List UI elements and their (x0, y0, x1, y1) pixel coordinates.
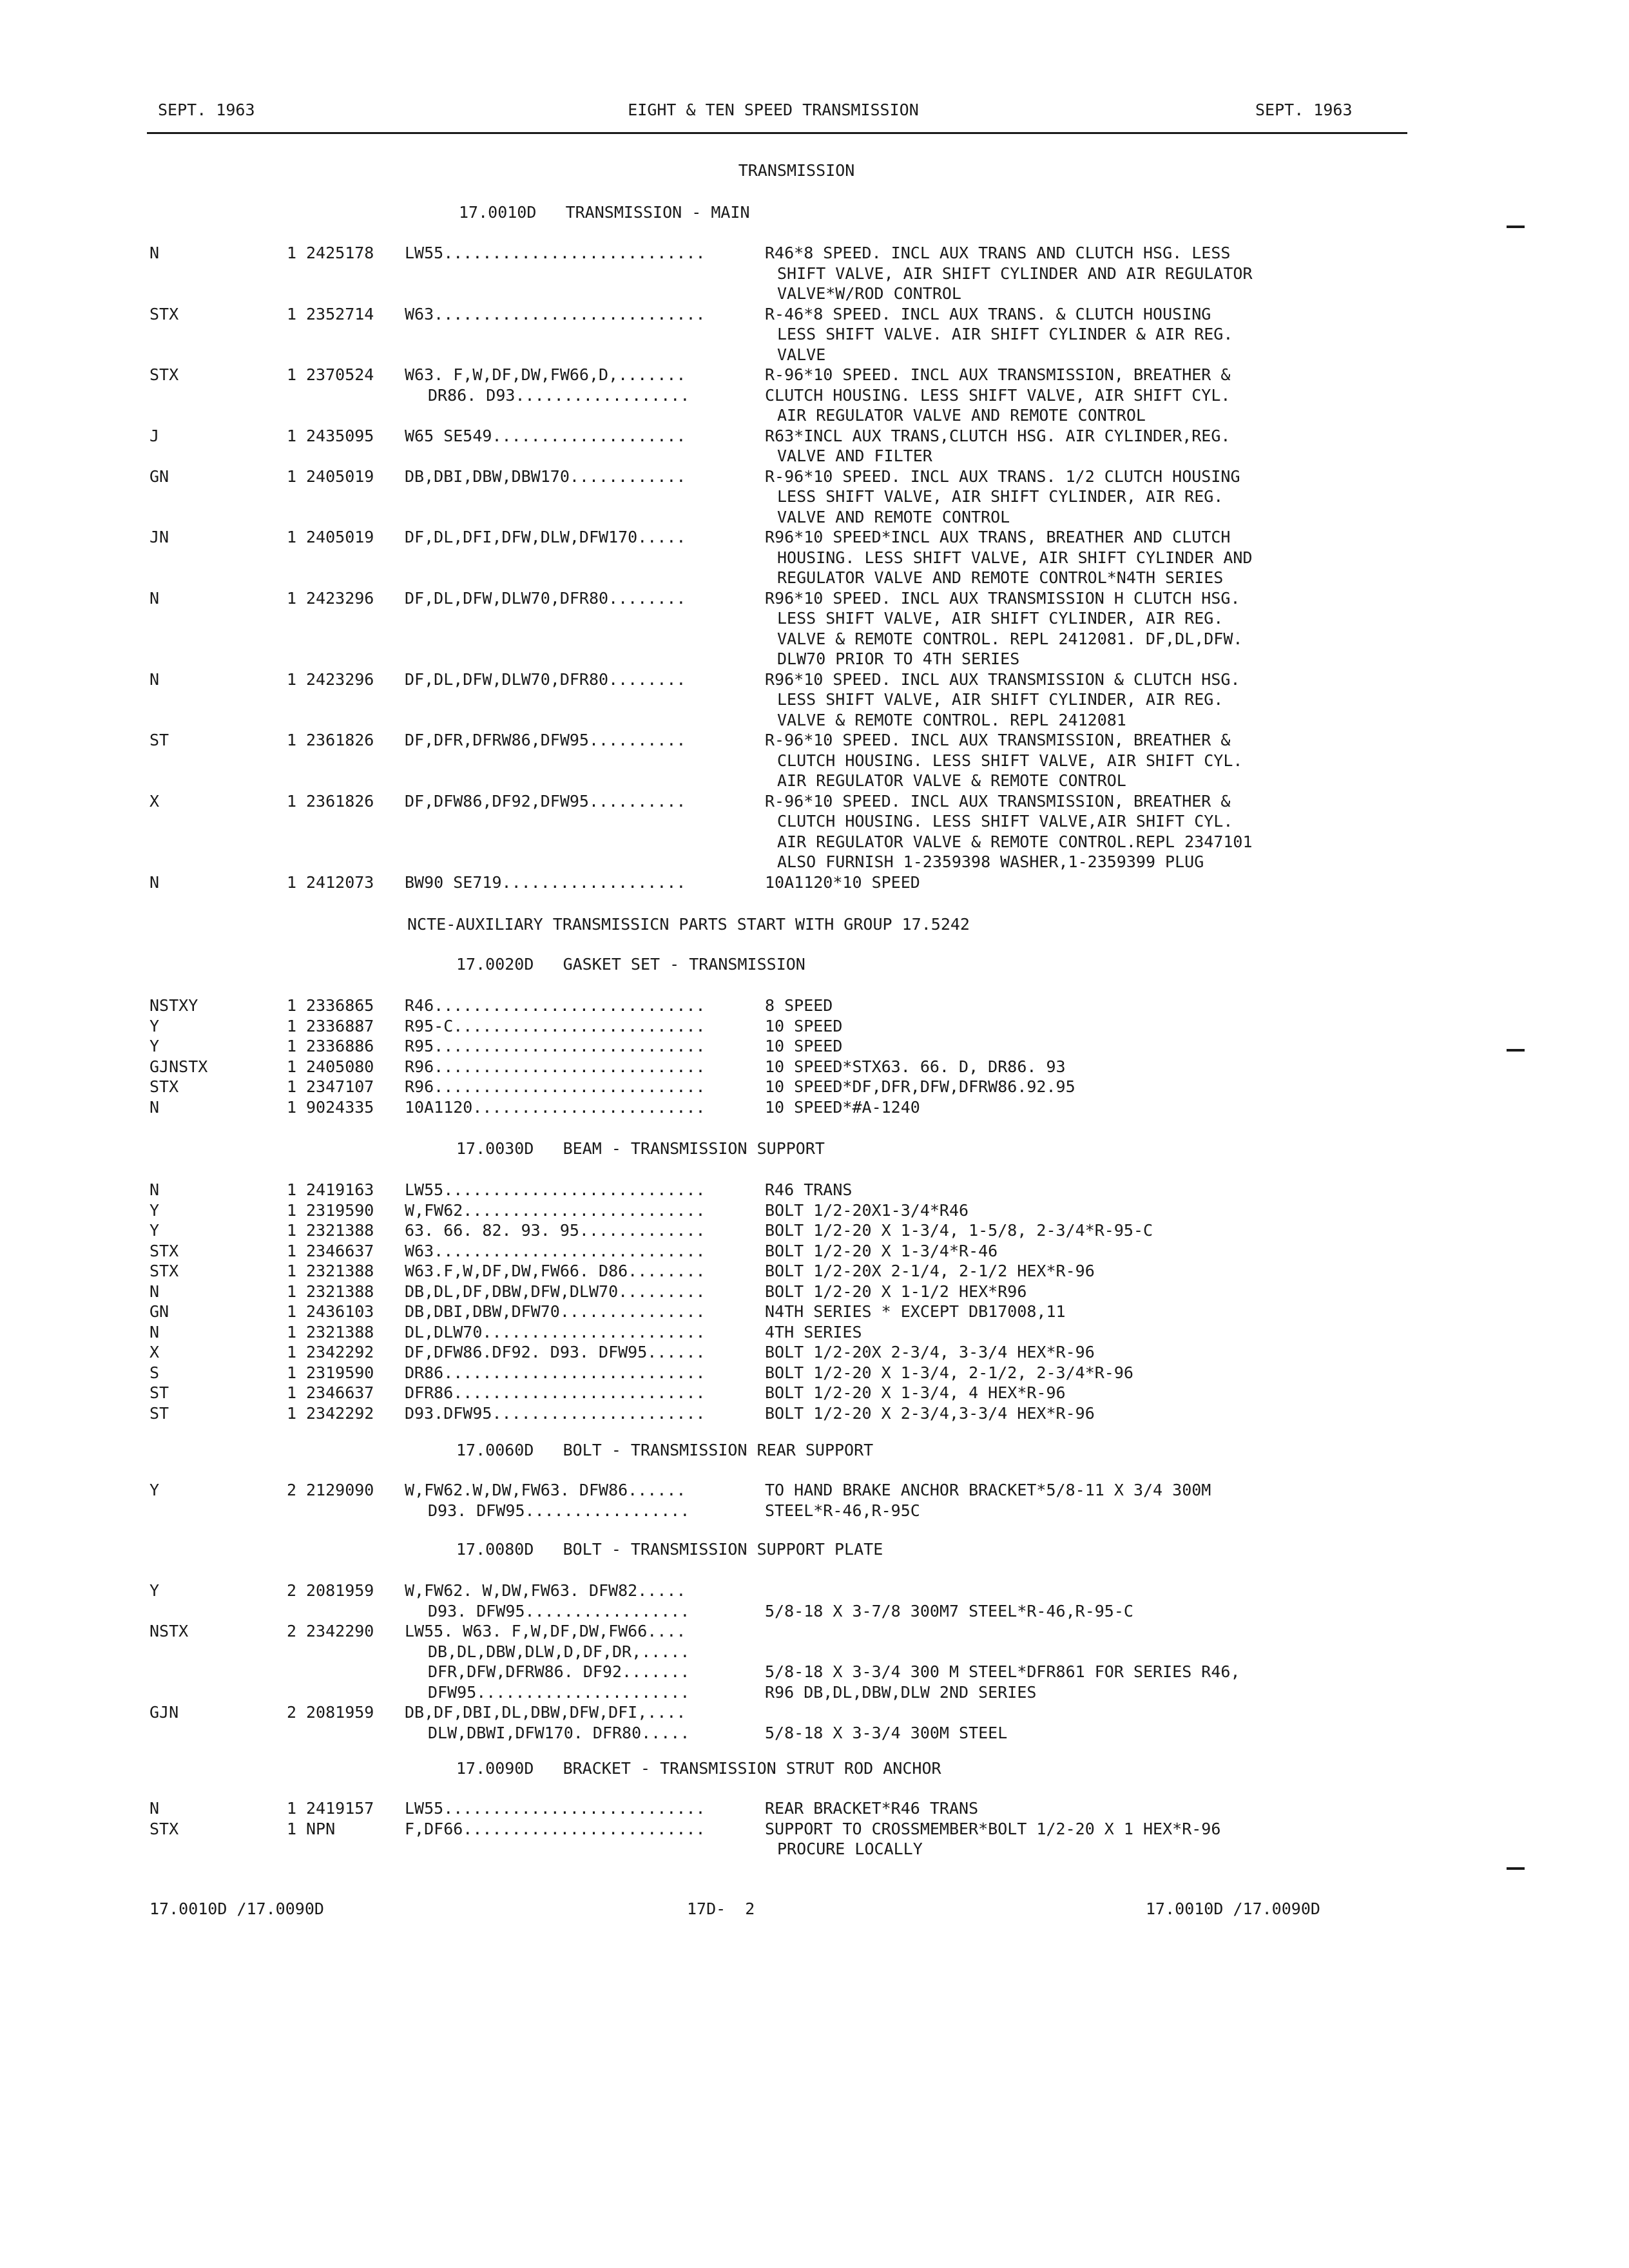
row-description: SUPPORT TO CROSSMEMBER*BOLT 1/2-20 X 1 HEX*R-96 (765, 1819, 1221, 1838)
row-part-number: 2346637 (306, 1383, 374, 1402)
row-model: LW55........................... (405, 244, 706, 262)
row-model: W,FW62......................... (405, 1200, 706, 1220)
row-description: R-46*8 SPEED. INCL AUX TRANS. & CLUTCH HOUSING (765, 304, 1211, 323)
row-code: Y (149, 1481, 160, 1499)
row-model: W,FW62. W,DW,FW63. DFW82..... (405, 1581, 686, 1600)
row-model: W63.F,W,DF,DW,FW66. D86........ (405, 1262, 706, 1280)
row-qty: 1 (287, 1819, 297, 1838)
row-model: DB,DL,DF,DBW,DFW,DLW70......... (405, 1282, 706, 1301)
row-description: 10 SPEED*DF,DFR,DFW,DFRW86.92.95 (765, 1077, 1075, 1096)
row-description: REAR BRACKET*R46 TRANS (765, 1799, 979, 1818)
row-description-cont: VALVE & REMOTE CONTROL. REPL 2412081. DF,DL,DFW. (777, 629, 1243, 648)
row-code: STX (149, 365, 179, 384)
row-qty: 1 (287, 791, 297, 811)
row-code: ST (149, 731, 169, 749)
row-description: 10 SPEED (765, 1037, 843, 1055)
row-description-cont: ALSO FURNISH 1-2359398 WASHER,1-2359399 PLUG (777, 852, 1204, 871)
row-part-number: 2081959 (306, 1581, 374, 1600)
row-qty: 1 (287, 426, 297, 445)
row-description: R96*10 SPEED*INCL AUX TRANS, BREATHER AND CLUTCH (765, 528, 1231, 546)
row-model: W63............................ (405, 1241, 706, 1260)
row-description: BOLT 1/2-20 X 1-1/2 HEX*R96 (765, 1282, 1027, 1301)
row-description: BOLT 1/2-20 X 1-3/4, 4 HEX*R-96 (765, 1383, 1066, 1402)
row-qty: 1 (287, 1221, 297, 1240)
row-part-number: 2361826 (306, 791, 374, 811)
row-model: R96............................ (405, 1077, 706, 1096)
row-code: N (149, 588, 160, 608)
row-model: R95............................ (405, 1037, 706, 1055)
row-model: DL,DLW70....................... (405, 1322, 706, 1341)
row-model: DFR,DFW,DFRW86. DF92....... (428, 1662, 690, 1681)
row-description-cont: PROCURE LOCALLY (777, 1840, 923, 1858)
row-code: N (149, 1180, 160, 1199)
row-qty: 1 (287, 588, 297, 608)
row-description: BOLT 1/2-20X 2-3/4, 3-3/4 HEX*R-96 (765, 1343, 1095, 1361)
row-description-cont: VALVE & REMOTE CONTROL. REPL 2412081 (777, 710, 1126, 729)
row-code: Y (149, 1016, 160, 1035)
row-model: DR86........................... (405, 1363, 706, 1382)
row-part-number: NPN (306, 1819, 336, 1838)
row-part-number: 2419157 (306, 1799, 374, 1818)
row-model: DF,DFW86,DF92,DFW95.......... (405, 791, 686, 811)
row-part-number: 2321388 (306, 1322, 374, 1341)
row-model: DF,DFW86.DF92. D93. DFW95...... (405, 1343, 706, 1361)
row-part-number: 2336887 (306, 1016, 374, 1035)
group-note: NCTE-AUXILIARY TRANSMISSICN PARTS START WITH GROUP 17.5242 (407, 915, 970, 934)
row-model: DF,DL,DFI,DFW,DLW,DFW170..... (405, 528, 686, 546)
row-qty: 1 (287, 1302, 297, 1321)
row-description-cont: AIR REGULATOR VALVE & REMOTE CONTROL (777, 771, 1126, 790)
row-description-cont: LESS SHIFT VALVE, AIR SHIFT CYLINDER, AIR REG. (777, 487, 1224, 506)
row-description: TO HAND BRAKE ANCHOR BRACKET*5/8-11 X 3/4 300M (765, 1481, 1211, 1499)
row-qty: 1 (287, 1097, 297, 1117)
row-code: JN (149, 528, 169, 546)
row-model: R46............................ (405, 996, 706, 1015)
row-code: NSTX (149, 1622, 189, 1640)
row-qty: 1 (287, 731, 297, 749)
header-rule (147, 132, 1407, 134)
row-description-cont: DLW70 PRIOR TO 4TH SERIES (777, 649, 1020, 668)
row-description-cont: HOUSING. LESS SHIFT VALVE, AIR SHIFT CYLINDER AND (777, 548, 1253, 567)
row-part-number: 2361826 (306, 731, 374, 749)
row-model: DB,DF,DBI,DL,DBW,DFW,DFI,.... (405, 1703, 686, 1722)
row-qty: 1 (287, 1403, 297, 1423)
row-code: N (149, 669, 160, 689)
row-part-number: 2347107 (306, 1077, 374, 1096)
row-qty: 1 (287, 1077, 297, 1096)
row-qty: 1 (287, 1016, 297, 1035)
row-part-number: 2425178 (306, 244, 374, 262)
row-description: R96*10 SPEED. INCL AUX TRANSMISSION & CLUTCH HSG. (765, 669, 1240, 689)
section-heading: 17.0080D BOLT - TRANSMISSION SUPPORT PLATE (456, 1540, 883, 1559)
row-model: DLW,DBWI,DFW170. DFR80..... (428, 1723, 690, 1742)
margin-mark (1507, 1867, 1525, 1870)
row-part-number: 2419163 (306, 1180, 374, 1199)
row-description: 10 SPEED*#A-1240 (765, 1097, 920, 1117)
row-description: R-96*10 SPEED. INCL AUX TRANS. 1/2 CLUTCH HOUSING (765, 466, 1240, 486)
row-code: NSTXY (149, 996, 198, 1015)
row-model: D93.DFW95...................... (405, 1403, 706, 1423)
row-code: Y (149, 1200, 160, 1220)
row-description: R-96*10 SPEED. INCL AUX TRANSMISSION, BREATHER & (765, 365, 1231, 384)
section-heading: 17.0090D BRACKET - TRANSMISSION STRUT ROD ANCHOR (456, 1759, 941, 1778)
row-part-number: 2321388 (306, 1282, 374, 1301)
row-model: DF,DL,DFW,DLW70,DFR80........ (405, 588, 686, 608)
row-part-number: 2336865 (306, 996, 374, 1015)
row-model: 63. 66. 82. 93. 95............. (405, 1221, 706, 1240)
row-description-cont: AIR REGULATOR VALVE & REMOTE CONTROL.REPL 2347101 (777, 832, 1253, 851)
row-description: BOLT 1/2-20X1-3/4*R46 (765, 1200, 969, 1220)
row-description: 8 SPEED (765, 996, 833, 1015)
row-qty: 1 (287, 1363, 297, 1382)
row-description: R63*INCL AUX TRANS,CLUTCH HSG. AIR CYLINDER,REG. (765, 426, 1231, 445)
row-code: GJNSTX (149, 1057, 208, 1076)
section-heading: 17.0060D BOLT - TRANSMISSION REAR SUPPORT (456, 1441, 874, 1459)
row-model: R95-C.......................... (405, 1016, 706, 1035)
row-description-cont: VALVE*W/ROD CONTROL (777, 284, 961, 303)
row-model: LW55. W63. F,W,DF,DW,FW66.... (405, 1622, 686, 1640)
row-description: BOLT 1/2-20 X 2-3/4,3-3/4 HEX*R-96 (765, 1403, 1095, 1423)
row-qty: 1 (287, 1200, 297, 1220)
row-part-number: 2346637 (306, 1241, 374, 1260)
page-title: TRANSMISSION (738, 161, 855, 180)
row-qty: 1 (287, 1241, 297, 1260)
row-code: GJN (149, 1703, 179, 1722)
row-qty: 1 (287, 365, 297, 384)
row-qty: 1 (287, 1057, 297, 1076)
row-qty: 1 (287, 872, 297, 892)
row-model: W,FW62.W,DW,FW63. DFW86...... (405, 1481, 686, 1499)
row-description: R46 TRANS (765, 1180, 853, 1199)
row-part-number: 2412073 (306, 872, 374, 892)
row-qty: 1 (287, 996, 297, 1015)
footer-page-number: 17D- 2 (687, 1899, 755, 1918)
row-code: X (149, 791, 160, 811)
row-part-number: 2352714 (306, 304, 374, 323)
row-description-cont: LESS SHIFT VALVE. AIR SHIFT CYLINDER & AIR REG. (777, 325, 1233, 343)
row-code: GN (149, 1302, 169, 1321)
row-code: STX (149, 1241, 179, 1260)
row-code: ST (149, 1403, 169, 1423)
row-part-number: 2435095 (306, 426, 374, 445)
row-qty: 1 (287, 304, 297, 323)
row-model: LW55........................... (405, 1180, 706, 1199)
row-description-cont: CLUTCH HOUSING. LESS SHIFT VALVE,AIR SHIFT CYL. (777, 812, 1233, 831)
row-code: N (149, 1282, 160, 1301)
section-heading: 17.0020D GASKET SET - TRANSMISSION (456, 955, 805, 974)
row-description-cont: REGULATOR VALVE AND REMOTE CONTROL*N4TH SERIES (777, 568, 1224, 587)
row-description-cont: AIR REGULATOR VALVE AND REMOTE CONTROL (777, 406, 1146, 425)
row-model: D93. DFW95................. (428, 1601, 690, 1620)
row-model: DB,DL,DBW,DLW,D,DF,DR,..... (428, 1642, 690, 1661)
row-description-cont: SHIFT VALVE, AIR SHIFT CYLINDER AND AIR REGULATOR (777, 264, 1253, 283)
row-qty: 1 (287, 466, 297, 486)
row-qty: 1 (287, 1383, 297, 1402)
row-description: R96 DB,DL,DBW,DLW 2ND SERIES (765, 1682, 1037, 1702)
row-code: N (149, 1322, 160, 1341)
row-code: J (149, 426, 160, 445)
row-code: STX (149, 1262, 179, 1280)
row-qty: 1 (287, 1322, 297, 1341)
row-model: DF,DFR,DFRW86,DFW95.......... (405, 731, 686, 749)
row-qty: 1 (287, 528, 297, 546)
row-description-cont: LESS SHIFT VALVE, AIR SHIFT CYLINDER, AIR REG. (777, 690, 1224, 709)
row-code: N (149, 872, 160, 892)
row-qty: 1 (287, 1180, 297, 1199)
row-part-number: 2342292 (306, 1403, 374, 1423)
row-qty: 1 (287, 669, 297, 689)
row-part-number: 2342292 (306, 1343, 374, 1361)
row-model: R96............................ (405, 1057, 706, 1076)
row-part-number: 2405019 (306, 528, 374, 546)
row-part-number: 2321388 (306, 1221, 374, 1240)
row-code: Y (149, 1221, 160, 1240)
row-code: STX (149, 1819, 179, 1838)
row-model: DR86. D93.................. (428, 385, 690, 405)
row-qty: 2 (287, 1581, 297, 1600)
row-description: BOLT 1/2-20 X 1-3/4, 1-5/8, 2-3/4*R-95-C (765, 1221, 1153, 1240)
row-qty: 1 (287, 1037, 297, 1055)
header-date-right: SEPT. 1963 (1255, 101, 1353, 119)
row-description: N4TH SERIES * EXCEPT DB17008,11 (765, 1302, 1066, 1321)
row-code: N (149, 1097, 160, 1117)
row-part-number: 2321388 (306, 1262, 374, 1280)
row-code: GN (149, 466, 169, 486)
row-description: 4TH SERIES (765, 1322, 862, 1341)
section-heading: 17.0010D TRANSMISSION - MAIN (459, 203, 750, 222)
row-model: LW55........................... (405, 1799, 706, 1818)
row-description-cont: VALVE (777, 345, 826, 364)
footer-left: 17.0010D /17.0090D (149, 1899, 324, 1918)
row-description-cont: VALVE AND REMOTE CONTROL (777, 507, 1010, 526)
row-description: 5/8-18 X 3-7/8 300M7 STEEL*R-46,R-95-C (765, 1601, 1133, 1620)
row-description: R-96*10 SPEED. INCL AUX TRANSMISSION, BREATHER & (765, 731, 1231, 749)
row-description: BOLT 1/2-20X 2-1/4, 2-1/2 HEX*R-96 (765, 1262, 1095, 1280)
row-description-cont: CLUTCH HOUSING. LESS SHIFT VALVE, AIR SHIFT CYL. (777, 751, 1243, 770)
row-model: DB,DBI,DBW,DFW70............... (405, 1302, 706, 1321)
row-part-number: 2342290 (306, 1622, 374, 1640)
row-model: DB,DBI,DBW,DBW170............ (405, 466, 686, 486)
row-description: BOLT 1/2-20 X 1-3/4, 2-1/2, 2-3/4*R-96 (765, 1363, 1133, 1382)
row-description: STEEL*R-46,R-95C (765, 1501, 920, 1520)
row-qty: 2 (287, 1703, 297, 1722)
row-model: DF,DL,DFW,DLW70,DFR80........ (405, 669, 686, 689)
row-description: CLUTCH HOUSING. LESS SHIFT VALVE, AIR SHIFT CYL. (765, 385, 1231, 405)
header-date-left: SEPT. 1963 (158, 101, 255, 119)
row-model: DFW95...................... (428, 1682, 690, 1702)
row-description: 5/8-18 X 3-3/4 300M STEEL (765, 1723, 1008, 1742)
row-description-cont: VALVE AND FILTER (777, 447, 932, 465)
row-description: 5/8-18 X 3-3/4 300 M STEEL*DFR861 FOR SERIES R46, (765, 1662, 1240, 1681)
row-description: R96*10 SPEED. INCL AUX TRANSMISSION H CLUTCH HSG. (765, 588, 1240, 608)
row-description: 10 SPEED (765, 1016, 843, 1035)
row-model: W65 SE549.................... (405, 426, 686, 445)
row-description: R46*8 SPEED. INCL AUX TRANS AND CLUTCH HSG. LESS (765, 244, 1231, 262)
row-code: Y (149, 1581, 160, 1600)
row-description: 10 SPEED*STX63. 66. D, DR86. 93 (765, 1057, 1066, 1076)
row-model: F,DF66......................... (405, 1819, 706, 1838)
row-code: STX (149, 304, 179, 323)
row-part-number: 2423296 (306, 669, 374, 689)
row-code: STX (149, 1077, 179, 1096)
row-part-number: 2436103 (306, 1302, 374, 1321)
row-qty: 1 (287, 244, 297, 262)
row-part-number: 2370524 (306, 365, 374, 384)
row-qty: 2 (287, 1481, 297, 1499)
row-part-number: 2423296 (306, 588, 374, 608)
margin-mark (1507, 226, 1525, 228)
row-part-number: 2319590 (306, 1200, 374, 1220)
row-part-number: 2336886 (306, 1037, 374, 1055)
row-code: ST (149, 1383, 169, 1402)
row-code: N (149, 244, 160, 262)
row-part-number: 2405080 (306, 1057, 374, 1076)
section-heading: 17.0030D BEAM - TRANSMISSION SUPPORT (456, 1139, 825, 1158)
row-description: R-96*10 SPEED. INCL AUX TRANSMISSION, BREATHER & (765, 791, 1231, 811)
row-description: 10A1120*10 SPEED (765, 872, 920, 892)
row-model: BW90 SE719................... (405, 872, 686, 892)
row-qty: 1 (287, 1343, 297, 1361)
row-qty: 2 (287, 1622, 297, 1640)
row-part-number: 2129090 (306, 1481, 374, 1499)
row-code: X (149, 1343, 160, 1361)
row-code: Y (149, 1037, 160, 1055)
row-model: W63............................ (405, 304, 706, 323)
margin-mark (1507, 1049, 1525, 1052)
row-part-number: 2405019 (306, 466, 374, 486)
row-part-number: 9024335 (306, 1097, 374, 1117)
row-part-number: 2319590 (306, 1363, 374, 1382)
row-qty: 1 (287, 1262, 297, 1280)
footer-right: 17.0010D /17.0090D (1146, 1899, 1320, 1918)
header-title: EIGHT & TEN SPEED TRANSMISSION (628, 101, 919, 119)
row-code: S (149, 1363, 160, 1382)
row-model: 10A1120........................ (405, 1097, 706, 1117)
row-code: N (149, 1799, 160, 1818)
row-model: DFR86.......................... (405, 1383, 706, 1402)
row-part-number: 2081959 (306, 1703, 374, 1722)
row-description-cont: LESS SHIFT VALVE, AIR SHIFT CYLINDER, AIR REG. (777, 609, 1224, 628)
row-qty: 1 (287, 1282, 297, 1301)
row-model: D93. DFW95................. (428, 1501, 690, 1520)
row-qty: 1 (287, 1799, 297, 1818)
row-model: W63. F,W,DF,DW,FW66,D,....... (405, 365, 686, 384)
row-description: BOLT 1/2-20 X 1-3/4*R-46 (765, 1241, 998, 1260)
